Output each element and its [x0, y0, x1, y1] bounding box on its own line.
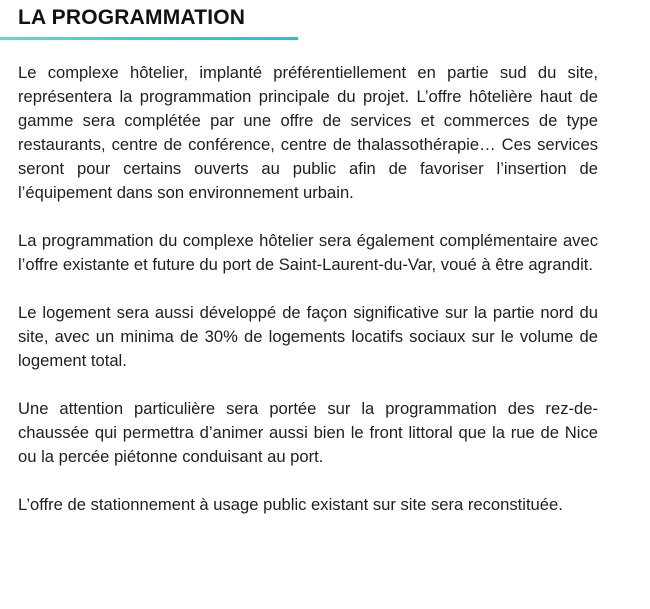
paragraph-housing: Le logement sera aussi développé de façon significative sur la partie nord du site, avec un minima de 30% de logements locatifs sociaux sur le volume de logement total. — [18, 303, 598, 370]
title-underline — [0, 37, 298, 40]
paragraph-ground-floor: Une attention particulière sera portée sur la programmation des rez-de-chaussée qui permettra d’animer aussi bien le front littoral que la rue de Nice ou la percée piétonne conduisant au port. — [18, 399, 598, 466]
document-body — [18, 61, 598, 517]
paragraph-hotel-complex: Le complexe hôtelier, implanté préférentiellement en partie sud du site, représentera la programmation principale du projet. L’offre hôtelière haut de gamme sera complétée par une offre de services et commerces de type restaurants, centre de conférence, centre de thalassothérapie… Ces services seront pour certains ouverts au public afin de favoriser l’insertion de l’équipement dans son environnement urbain. — [18, 63, 598, 202]
section-heading — [0, 0, 298, 42]
page-title: LA PROGRAMMATION — [18, 6, 246, 29]
paragraph-parking: L’offre de stationnement à usage public existant sur site sera reconstituée. — [18, 495, 563, 514]
paragraph-port-complement: La programmation du complexe hôtelier sera également complémentaire avec l’offre existante et future du port de Saint-Laurent-du-Var, voué à être agrandit. — [18, 231, 598, 274]
